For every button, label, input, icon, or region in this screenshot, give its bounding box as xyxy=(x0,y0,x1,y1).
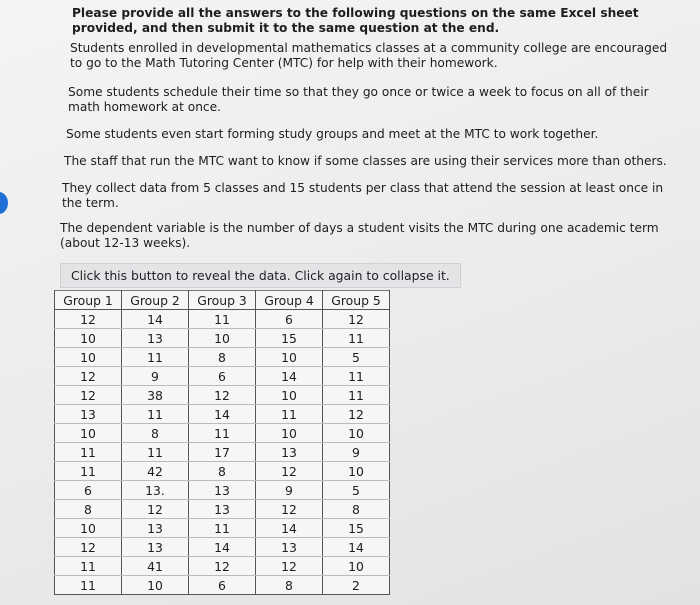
table-cell: 10 xyxy=(55,348,122,367)
table-cell: 12 xyxy=(323,405,390,424)
table-cell: 10 xyxy=(55,424,122,443)
paragraph-staff: The staff that run the MTC want to know if some classes are using their services more than others. xyxy=(64,154,667,168)
table-cell: 12 xyxy=(256,462,323,481)
table-cell: 10 xyxy=(55,329,122,348)
table-row xyxy=(55,367,390,386)
table-cell: 38 xyxy=(122,386,189,405)
table-cell: 14 xyxy=(122,310,189,329)
table-cell: 11 xyxy=(323,386,390,405)
column-header-group-2: Group 2 xyxy=(122,291,189,310)
table-cell: 15 xyxy=(323,519,390,538)
table-cell: 13 xyxy=(189,500,256,519)
table-cell: 13. xyxy=(122,481,189,500)
table-cell: 8 xyxy=(189,348,256,367)
table-cell: 13 xyxy=(122,538,189,557)
table-body xyxy=(55,310,390,595)
column-header-group-5: Group 5 xyxy=(323,291,390,310)
table-row xyxy=(55,386,390,405)
table-row xyxy=(55,481,390,500)
table-cell: 12 xyxy=(323,310,390,329)
table-row xyxy=(55,348,390,367)
paragraph-collect: They collect data from 5 classes and 15 students per class that attend the session at least once in the term. xyxy=(62,181,664,210)
column-header-group-4: Group 4 xyxy=(256,291,323,310)
table-cell: 13 xyxy=(256,443,323,462)
table-cell: 11 xyxy=(55,462,122,481)
table-cell: 13 xyxy=(122,519,189,538)
table-cell: 6 xyxy=(189,367,256,386)
table-cell: 10 xyxy=(323,557,390,576)
table-cell: 12 xyxy=(189,557,256,576)
table-cell: 17 xyxy=(189,443,256,462)
table-cell: 12 xyxy=(55,367,122,386)
table-cell: 13 xyxy=(189,481,256,500)
table-cell: 9 xyxy=(122,367,189,386)
table-cell: 11 xyxy=(122,405,189,424)
question-document xyxy=(56,6,676,288)
table-cell: 11 xyxy=(55,443,122,462)
table-cell: 8 xyxy=(55,500,122,519)
table-header-row xyxy=(55,291,390,310)
table-cell: 11 xyxy=(55,576,122,595)
data-table xyxy=(54,290,390,595)
table-row xyxy=(55,424,390,443)
table-cell: 10 xyxy=(256,348,323,367)
table-cell: 12 xyxy=(256,500,323,519)
table-cell: 10 xyxy=(256,386,323,405)
table-row xyxy=(55,557,390,576)
table-cell: 13 xyxy=(122,329,189,348)
table-cell: 8 xyxy=(256,576,323,595)
table-cell: 12 xyxy=(55,538,122,557)
table-cell: 14 xyxy=(189,538,256,557)
table-cell: 6 xyxy=(55,481,122,500)
table-cell: 11 xyxy=(189,424,256,443)
table-cell: 8 xyxy=(189,462,256,481)
table-cell: 6 xyxy=(189,576,256,595)
table-cell: 8 xyxy=(122,424,189,443)
table-row xyxy=(55,443,390,462)
table-cell: 14 xyxy=(323,538,390,557)
table-row xyxy=(55,405,390,424)
table-cell: 11 xyxy=(122,348,189,367)
table-row xyxy=(55,519,390,538)
table-row xyxy=(55,538,390,557)
table-row xyxy=(55,500,390,519)
table-cell: 8 xyxy=(323,500,390,519)
table-cell: 13 xyxy=(55,405,122,424)
table-cell: 5 xyxy=(323,348,390,367)
table-cell: 9 xyxy=(323,443,390,462)
table-cell: 14 xyxy=(189,405,256,424)
table-cell: 12 xyxy=(55,310,122,329)
edge-dot xyxy=(0,192,8,214)
table-cell: 2 xyxy=(323,576,390,595)
table-row xyxy=(55,576,390,595)
table-cell: 11 xyxy=(256,405,323,424)
table-cell: 10 xyxy=(323,424,390,443)
table-cell: 41 xyxy=(122,557,189,576)
reveal-data-button[interactable]: Click this button to reveal the data. Click again to collapse it. xyxy=(60,263,461,288)
table-row xyxy=(55,462,390,481)
column-header-group-3: Group 3 xyxy=(189,291,256,310)
table-cell: 6 xyxy=(256,310,323,329)
column-header-group-1: Group 1 xyxy=(55,291,122,310)
table-cell: 42 xyxy=(122,462,189,481)
paragraph-schedule: Some students schedule their time so that they go once or twice a week to focus on all of their math homework at once. xyxy=(68,85,649,114)
table-cell: 15 xyxy=(256,329,323,348)
table-row xyxy=(55,329,390,348)
table-cell: 11 xyxy=(323,329,390,348)
table-cell: 12 xyxy=(256,557,323,576)
table-cell: 9 xyxy=(256,481,323,500)
instruction-text: Please provide all the answers to the following questions on the same Excel sheet provided, and then submit it to the same question at the end. xyxy=(72,6,639,35)
table-cell: 10 xyxy=(122,576,189,595)
table-cell: 10 xyxy=(55,519,122,538)
table-cell: 14 xyxy=(256,367,323,386)
table-cell: 10 xyxy=(189,329,256,348)
table-cell: 14 xyxy=(256,519,323,538)
table-cell: 12 xyxy=(189,386,256,405)
table-cell: 10 xyxy=(256,424,323,443)
table-cell: 12 xyxy=(122,500,189,519)
table-cell: 11 xyxy=(189,310,256,329)
table-cell: 5 xyxy=(323,481,390,500)
paragraph-students: Students enrolled in developmental mathematics classes at a community college are encouraged to go to the Math Tutoring Center (MTC) for help with their homework. xyxy=(70,41,668,70)
table-cell: 11 xyxy=(323,367,390,386)
paragraph-dependent-variable: The dependent variable is the number of days a student visits the MTC during one academic term (about 12-13 weeks). xyxy=(60,221,659,250)
table-cell: 11 xyxy=(189,519,256,538)
table-row xyxy=(55,310,390,329)
paragraph-study-groups: Some students even start forming study groups and meet at the MTC to work together. xyxy=(66,127,599,141)
table-cell: 10 xyxy=(323,462,390,481)
table-cell: 11 xyxy=(55,557,122,576)
table-cell: 12 xyxy=(55,386,122,405)
table-cell: 13 xyxy=(256,538,323,557)
table-cell: 11 xyxy=(122,443,189,462)
